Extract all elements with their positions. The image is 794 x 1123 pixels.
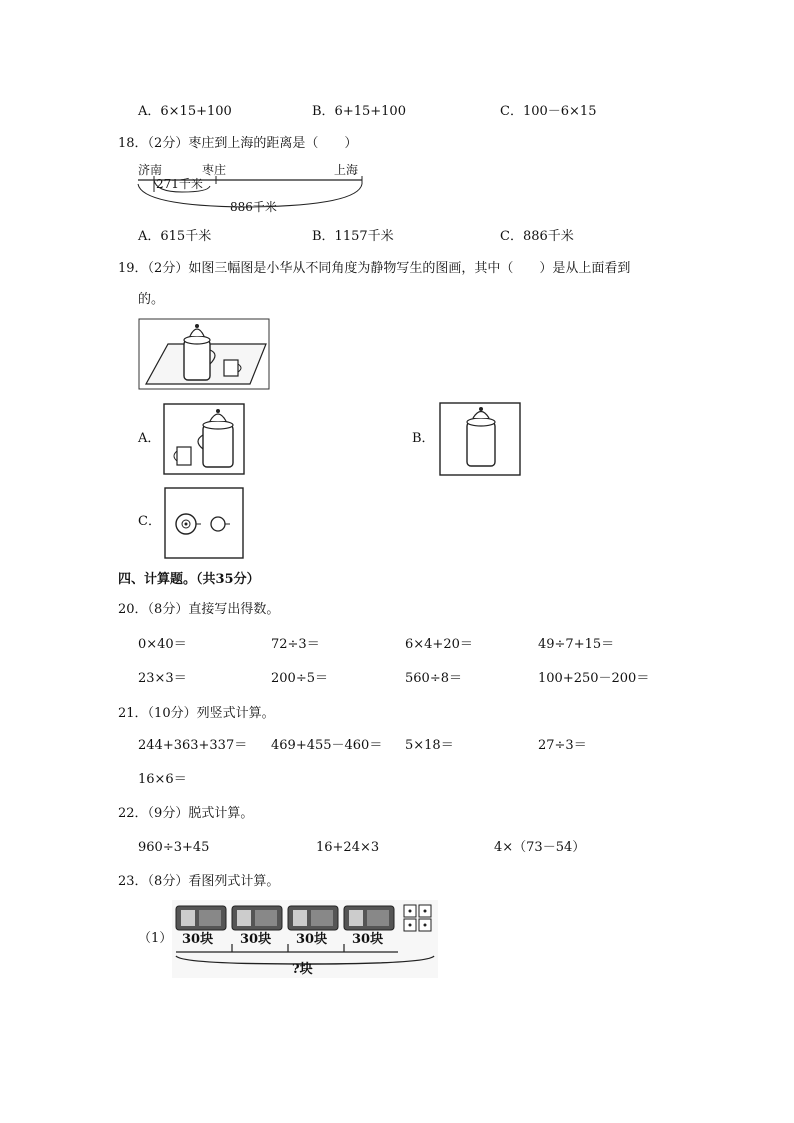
label-zaozhuang: 枣庄 [202, 163, 227, 177]
q21-stem: 21．（10分）列竖式计算。 [118, 706, 275, 721]
q23-sub-label: （1） [138, 931, 173, 946]
q20-stem: 20．（8分）直接写出得数。 [118, 602, 280, 617]
q18-stem: 18．（2分）枣庄到上海的距离是（ ） [118, 136, 358, 151]
total-label: ?块 [292, 962, 313, 977]
q17-option-b: B．6+15+100 [312, 104, 406, 119]
label-886km: 886千米 [230, 200, 277, 214]
label-jinan: 济南 [138, 163, 163, 177]
section-4-title: 四、计算题。（共35分） [118, 572, 260, 587]
q20-item: 200÷5＝ [271, 671, 328, 686]
q17-option-a: A．6×15+100 [138, 104, 232, 119]
q22-stem: 22．（9分）脱式计算。 [118, 806, 254, 821]
q19-label-c: C． [138, 514, 161, 529]
q21-item: 469+455－460＝ [271, 738, 383, 753]
q20-item: 23×3＝ [138, 671, 187, 686]
q20-item: 6×4+20＝ [405, 637, 473, 652]
q18-option-a: A．615千米 [138, 229, 212, 244]
block-label: 30块 [352, 932, 384, 947]
q19-label-b: B． [412, 431, 435, 446]
q21-item: 16×6＝ [138, 772, 187, 787]
q21-item: 27÷3＝ [538, 738, 587, 753]
chocolate-box-icon [288, 906, 338, 930]
q20-item: 72÷3＝ [271, 637, 320, 652]
q19-label-a: A． [138, 431, 161, 446]
q22-item: 4×（73－54） [494, 840, 586, 855]
q22-item: 960÷3+45 [138, 840, 210, 855]
q19-option-a-picture [163, 403, 245, 475]
q21-item: 5×18＝ [405, 738, 454, 753]
q20-item: 100+250－200＝ [538, 671, 650, 686]
q21-item: 244+363+337＝ [138, 738, 248, 753]
q19-option-b-picture [439, 402, 521, 476]
block-label: 30块 [296, 932, 328, 947]
q18-option-c: C．886千米 [500, 229, 574, 244]
q17-option-c: C．100－6×15 [500, 104, 597, 119]
chocolate-box-icon [344, 906, 394, 930]
q18-distance-diagram [136, 158, 368, 216]
still-life-picture [138, 318, 270, 390]
label-shanghai: 上海 [334, 163, 359, 177]
q23-stem: 23．（8分）看图列式计算。 [118, 874, 280, 889]
label-271km: 271千米 [156, 177, 203, 191]
q18-option-b: B．1157千米 [312, 229, 394, 244]
chocolate-box-icon [232, 906, 282, 930]
chocolate-diagram [172, 900, 438, 978]
block-label: 30块 [182, 932, 214, 947]
q20-item: 49÷7+15＝ [538, 637, 615, 652]
q19-stem-line1: 19．（2分）如图三幅图是小华从不同角度为静物写生的图画，其中（ ）是从上面看到 [118, 261, 631, 276]
q22-item: 16+24×3 [316, 840, 380, 855]
q19-option-c-picture [164, 487, 244, 559]
q20-item: 0×40＝ [138, 637, 187, 652]
distance-lines [136, 158, 368, 216]
q19-stem-line2: 的。 [138, 292, 165, 307]
loose-pieces-icon [404, 905, 431, 931]
chocolate-box-icon [176, 906, 226, 930]
q20-item: 560÷8＝ [405, 671, 462, 686]
block-label: 30块 [240, 932, 272, 947]
